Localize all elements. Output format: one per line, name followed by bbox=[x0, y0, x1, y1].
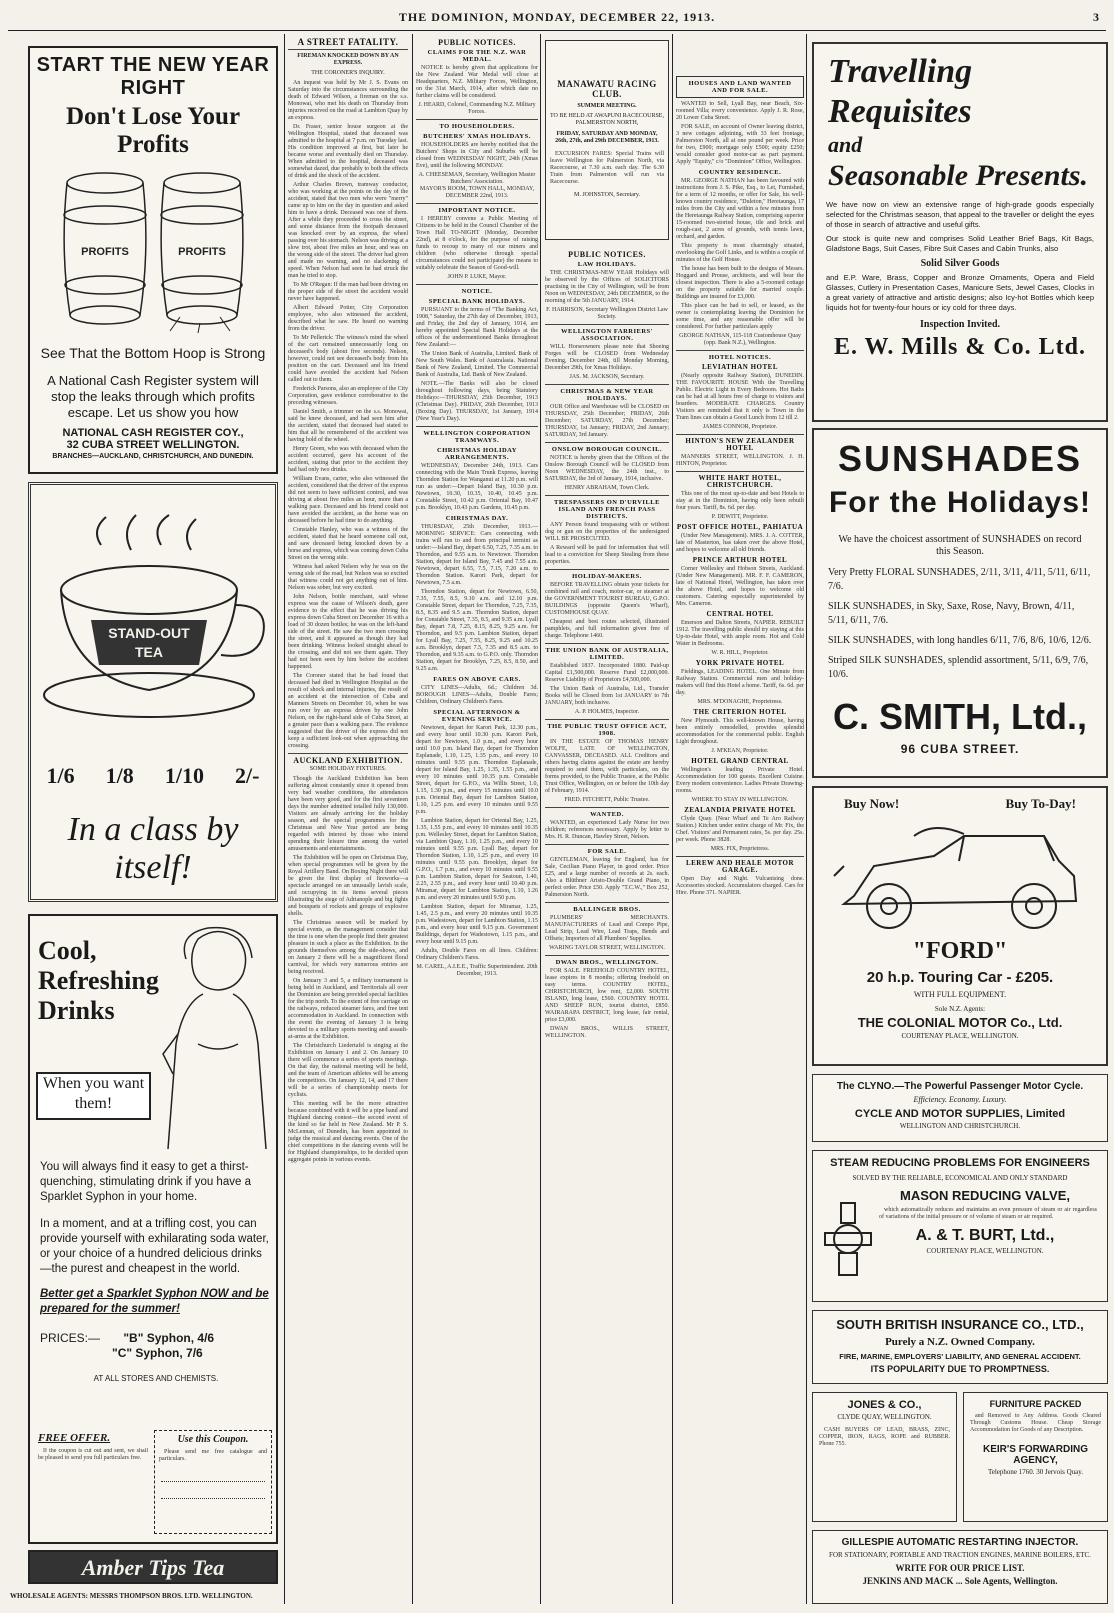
price-b: "B" Syphon, 4/6 bbox=[123, 1331, 215, 1345]
ford-advertisement bbox=[812, 786, 1108, 1066]
tea-price: 1/8 bbox=[105, 763, 134, 788]
ncr-subhead: Don't Lose Your Profits bbox=[65, 103, 241, 158]
sunshades-address: 96 CUBA STREET. bbox=[900, 742, 1020, 756]
notice-title: WANTED. bbox=[590, 811, 624, 818]
barrel-label: PROFITS bbox=[178, 246, 226, 258]
sunshades-sub: For the Holidays! bbox=[828, 486, 1092, 519]
travel-body-3: and E.P. Ware, Brass, Copper and Bronze Ornaments, Opera and Field Glasses, Cutlery in Presentation Cases, Manicure Sets, Jewel Cases, Clocks in a great variety of attractive and artistic designs; also Icy-hot Bottles which keep liquids hot for twenty-four hours or icy cold for three days. bbox=[826, 273, 1094, 312]
public-notices-column: PUBLIC NOTICES. CLAIMS FOR THE N.Z. WAR MEDAL. NOTICE is hereby given that applications for the New Zealand War Medal will close at Headquarters, N.Z. Military Forces, Wellington, on the 31st March, 1914, after which date no further claims will be considered. J. HEARD, Colonel, Commanding N.Z. Military Forces. TO HOUSEHOLDERS. BUTCHERS' XMAS HOLIDAYS. HOUSEHOLDERS are hereby notified that the Butchers' Shops in City and Suburbs will be closed from WEDNESDAY NIGHT, 24th (Xmas Eve), until the following MONDAY. A. CHEESEMAN, Secretary, Wellington Master Butchers' Association. MAYOR'S ROOM, TOWN HALL, MONDAY, DECEMBER 22nd, 1913. IMPORTANT NOTICE. I HEREBY convene a Public Meeting of Citizens to be held in the Council Chamber of the Town Hall TO-NIGHT (Monday, December 22nd), at 8 o'clock, for the purpose of raising funds to recoup to many of our miners and children (who otherwise through special circumstances could not participate) the means to suitably celebrate the Season of Good-will. JOHN P. LUKE, Mayor. NOTICE. SPECIAL BANK HOLIDAYS. PURSUANT to the terms of "The Banking Act, 1908," Saturday, the 27th day of December, 1913, and Friday, the 2nd day of January, 1914, are hereby appointed Special Bank Holidays at the offices of the undermentioned Banks throughout New Zealand:— The Union Bank of Australia, Limited. Bank of New South Wales. Bank of Australasia. National Bank of New Zealand, Limited. The Commercial Bank of Australia, Ltd. Bank of New Zealand. NOTE.—The Banks will also be closed throughout following days, being Statutory Holidays:—THURSDAY, 25th December, 1913 (Christmas Day). FRIDAY, 26th December, 1913 (Boxing Day). THURSDAY, 1st January, 1914 (New Year's Day). WELLINGTON CORPORATION TRAMWAYS. CHRISTMAS HOLIDAY ARRANGEMENTS. WEDNESDAY, December 24th, 1913. Cars connecting with the Main Trunk Express, leaving Thorndon Station for Wanganui at 11.20 p.m. will run as under:—Depart Island Bay, 10.30 p.m. Newtown, 10.30, 10.35, 10.40, 10.45 p.m. Constable Street, 10.42 p.m. Oriental Bay, 10.47 p.m. Brooklyn, 10.43 p.m. Gardens, 10.45 p.m. CHRISTMAS DAY. THURSDAY, 25th December, 1913.—MORNING SERVICE: Cars connecting with trains will run to and from principal termini as under:—Island Bay, depart 6.50, 7.25, 7.35 a.m. to Thorndon, and 9.55 a.m. to Newtown. Thorndon Station, depart for Island Bay, 7.45 and 7.55 a.m. Newtown, depart 6.55, 7.5, 7.15, 7.20 a.m. to Thorndon Station. Karori Park, depart for Newtown, 7.5 a.m. Thorndon Station, depart for Newtown, 6.50, 7.35, 7.55, 8.5, 9.10 a.m. and 12.10 p.m. Constable Street, depart for Thorndon, 7.25, 7.35, 8.5, 8.35 and 9.5 a.m. Thorndon Station, depart for Constable Street, 7.35, 8.5, and 9.35 a.m. Lyall Bay, depart 7.8, 7.25, 8.15, 8.25, 9.25 a.m. for Thorndon, and 9.5 p.m. Lambton Station, depart for Lyall Bay, 7.25, 7.55, 8.25, 9.25 and 10.25 a.m. Brooklyn, depart 7.5, 7.35 and 8.5 a.m. to Thorndon, and 9.35 a.m. to G.P.O. only. Thorndon Station, depart for Brooklyn, 7.25, 8.5, 8.50, and 9.25 a.m. FARES ON ABOVE CARS. CITY LINES—Adults, 6d.; Children 3d. BOROUGH LINES—Adults, Double Fares; Children, Ordinary Children's Fares. SPECIAL AFTERNOON & EVENING SERVICE. Newtown, depart for Karori Park, 12.30 p.m., and every hour until 10.30 p.m. Karori Park, depart for Newtown, 1.0 p.m., and every hour until 10.0 p.m. Island Bay, depart for Thorndon Esplanade, 1.10, 1.25, 1.35 p.m., and every 10 minutes until 9.55 p.m. Thorndon Esplanade, depart for Island Bay, 1.25, 1.35, 1.55 p.m., and every 10 minutes until 10.35 p.m. Constable Street, depart for G.P.O., via Willis Street, 1.0, 1.15, 1.30 p.m., and every 15 minutes until 10.0 p.m. Oriental Bay, depart for Lambton Station, 1.10, 1.25 p.m. and every 10 minutes until 9.55 p.m. Lambton Station, depart for Oriental Bay, 1.25, 1.35, 1.55 p.m., and every 10 minutes until 10.35 p.m. Wellesley Street, depart for Lambton Station, via Lambton Quay, 1.10, 1.25 p.m., and every 10 minutes until 9.55 p.m. Lyall Bay, depart for Thorndon Station, 1.10, 1.25 p.m., and every 10 minutes until 9.55 p.m. Brooklyn, depart for G.P.O., 1.7 p.m., and every 10 minutes until 9.55 p.m. Lambton Station, depart for Seatoun, 1.40, 2.25, 2.55 p.m., and every hour until 10.40 p.m. Miramar, depart for Lambton Station, 1.10, 1.26 p.m. and every 20 minutes until 9.50 p.m. Lambton Station, depart for Miramar, 1.25, 1.45, 2.5 p.m., and every 20 minutes until 10.35 p.m. Wadestown, depart for Lambton Station, 1.15 p.m., and every hour until 9.15 p.m. Government Buildings, depart for Wadestown, 1.15 p.m., and every hour until 9.15 p.m. Adults, Double Fares on all lines. Children: Ordinary Children's Fares. M. CAREL, A.I.E.E., Traffic Superintendent. 20th December, 1913. bbox=[416, 38, 538, 977]
tea-price: 1/10 bbox=[164, 763, 204, 788]
notice-title: ONSLOW BOROUGH COUNCIL. bbox=[551, 446, 663, 453]
auckland-subtitle: SOME HOLIDAY FIXTURES. bbox=[309, 766, 387, 772]
public-notices-column-2: PUBLIC NOTICES. LAW HOLIDAYS. THE CHRISTMAS-NEW YEAR Holidays will be observed by the Offices of SOLICITORS practising in the City of Wellington, will be from Noon on WEDNESDAY, 24th DECEMBER, to the morning of the 5th JANUARY, 1914. F. HARRISON, Secretary Wellington District Law Society. WELLINGTON FARRIERS' ASSOCIATION. WILL Horseowners please note that Shoeing Forges will be CLOSED from Wednesday Evening, December 24th, till Monday Morning, December 29th, for Xmas Holidays. JAS. M. JACKSON, Secretary. CHRISTMAS & NEW YEAR HOLIDAYS. OUR Office and Warehouse will be CLOSED on THURSDAY, 25th December; FRIDAY, 26th December; SATURDAY, 27th December; THURSDAY, 1st January; FRIDAY, 2nd January; SATURDAY, 3rd January. ONSLOW BOROUGH COUNCIL. NOTICE is hereby given that the Offices of the Onslow Borough Council will be CLOSED from Noon WEDNESDAY, the 24th inst., to SATURDAY, the 3rd of January, 1914, inclusive. HENRY ABRAHAM, Town Clerk. TRESPASSERS ON D'URVILLE ISLAND AND FRENCH PASS DISTRICTS. ANY Person found trespassing with or without dog or gun on the properties of the undersigned WILL BE PROSECUTED. A Reward will be paid for information that will lead to a conviction for Sheep Stealing from these properties. HOLIDAY-MAKERS. BEFORE TRAVELLING obtain your tickets for combined rail and coach, motor-car, or steamer at the GOVERNMENT TOURIST BUREAU, G.P.O. BUILDINGS (opposite Queen's Wharf), CUSTOMHOUSE QUAY. Cheapest and best routes selected, illustrated pamphlets, and full information given free of charge. Telephone 1460. THE UNION BANK OF AUSTRALIA, LIMITED. Established 1837. Incorporated 1880. Paid-up Capital £1,500,000. Reserve Fund £2,000,000. Reserve Liability of Proprietors £4,500,000. The Union Bank of Australia, Ltd., Transfer Books will be Closed from 1st JANUARY to 7th JANUARY, both inclusive. A. P. HOLMES, Inspector. THE PUBLIC TRUST OFFICE ACT, 1908. IN THE ESTATE OF THOMAS HENRY WOLFE, LATE OF WELLINGTON, CANVASSER, DECEASED. ALL Creditors and others having claims against the estate are hereby required to send them, with particulars, on the forms provided, to the Public Trustee, at the Public Trust Office, Wellington, on or before the 10th day of February, 1914. FRED. FITCHETT, Public Trustee. WANTED. WANTED, an experienced Lady Nurse for two children; references necessary. Apply by letter to Mrs. H. R. Duncan, Hawley Street, Nelson. FOR SALE. GENTLEMAN, leaving for England, has for Sale, Cecilian Piano Player, in good order. Price £25, and a large number of records at 2s. each. Also a Blüthner Aristo-Double Grand Piano, in perfect order. Price £50. Apply "T.C.W.," Box 252, Palmerston North. BALLINGER BROS. PLUMBERS' MERCHANTS. MANUFACTURERS of Lead and Compo Pipe, Lead Strip, Lead Wire, Lead Traps, Bends and Offsets; Importers of all Plumbers' Supplies. WARING TAYLOR STREET, WELLINGTON. DWAN BROS., WELLINGTON. FOR SALE. FREEHOLD COUNTRY HOTEL, lease expires in 8 months; offering freehold on easy terms. COUNTRY HOTEL, CHRISTCHURCH, low rent, £2,000. SOUTH ISLAND, long lease, £560. COUNTRY HOTEL AND SHEEP RUN, tourist district, £850. WAIRARAPA DISTRICT, long lease, fair rental, price £3,000. DWAN BROS., WILLIS STREET, WELLINGTON. bbox=[545, 250, 669, 1039]
ford-left: Buy Now! bbox=[844, 796, 900, 811]
insurance-promise: ITS POPULARITY DUE TO PROMPTNESS. bbox=[870, 1364, 1050, 1374]
ncr-address: 32 CUBA STREET WELLINGTON. bbox=[66, 439, 240, 451]
notice-title: TRESPASSERS ON D'URVILLE ISLAND AND FRENCH PASS DISTRICTS. bbox=[554, 499, 660, 520]
notice-title: THE UNION BANK OF AUSTRALIA, LIMITED. bbox=[545, 647, 669, 661]
clyno-location: WELLINGTON AND CHRISTCHURCH. bbox=[899, 1122, 1021, 1130]
racing-meeting: SUMMER MEETING. bbox=[577, 103, 637, 109]
houses-heading: HOUSES AND LAND WANTED AND FOR SALE. bbox=[688, 80, 792, 94]
notice-title: SPECIAL BANK HOLIDAYS. bbox=[428, 298, 526, 305]
valve-address: COURTENAY PLACE, WELLINGTON. bbox=[926, 1247, 1044, 1255]
valve-product: MASON REDUCING VALVE, bbox=[900, 1188, 1070, 1203]
sunshades-intro: We have the choicest assortment of SUNSHADES on record this Season. bbox=[838, 534, 1082, 557]
svg-text:STAND-OUT: STAND-OUT bbox=[108, 625, 190, 641]
ford-right: Buy To-Day! bbox=[1005, 796, 1076, 811]
hotel-name: HOTEL GRAND CENTRAL bbox=[691, 757, 789, 765]
notice-title: CLAIMS FOR THE N.Z. WAR MEDAL. bbox=[427, 49, 527, 63]
column-rule bbox=[806, 34, 807, 1604]
notice-title: FARES ON ABOVE CARS. bbox=[433, 676, 521, 683]
country-residence-heading: COUNTRY RESIDENCE. bbox=[698, 169, 782, 176]
travel-advertisement bbox=[812, 42, 1108, 422]
masthead-rule bbox=[8, 30, 1106, 31]
amber-agents: WHOLESALE AGENTS: MESSRS THOMPSON BROS. LTD. WELLINGTON. bbox=[10, 1592, 253, 1600]
price-c: "C" Syphon, 7/6 bbox=[112, 1346, 203, 1360]
hotel-name: THE CRITERION HOTEL bbox=[693, 708, 787, 716]
hotel-name: WHITE HART HOTEL, CHRISTCHURCH. bbox=[698, 474, 782, 489]
clyno-tag: Efficiency. Economy. Luxury. bbox=[913, 1095, 1007, 1104]
sunshades-headline: SUNSHADES bbox=[837, 438, 1083, 479]
travel-title-1: Travelling bbox=[828, 53, 973, 90]
injector-advertisement bbox=[812, 1530, 1108, 1604]
notice-title: CHRISTMAS HOLIDAY ARRANGEMENTS. bbox=[437, 447, 517, 461]
travel-silver: Solid Silver Goods bbox=[920, 258, 1000, 269]
notice-title: HOLIDAY-MAKERS. bbox=[572, 573, 642, 580]
insurance-company: SOUTH BRITISH INSURANCE CO., LTD., bbox=[836, 1317, 1084, 1332]
notice-title: CHRISTMAS & NEW YEAR HOLIDAYS. bbox=[560, 388, 654, 402]
sparklet-prices bbox=[40, 1331, 272, 1361]
prices-label: PRICES:— bbox=[40, 1331, 101, 1345]
notice-title: WELLINGTON CORPORATION TRAMWAYS. bbox=[423, 430, 531, 444]
houses-hotels-column: HOUSES AND LAND WANTED AND FOR SALE. WANTED to Sell, Lyall Bay, near Beach, Six-roomed Villa; every convenience. Apply J. R. Rose, 20 Lower Cuba Street. FOR SALE, on account of Owner leaving district, 3 new cottages adjoining, with 33 feet frontage, Palmerston North, all at one pound per week. Price for two, £900; mortgage only £500; equity £250; would consider good motor-car as part payment. Apply "Equity," c/o "Dominion" Office, Wellington. COUNTRY RESIDENCE. MR. GEORGE NATHAN has been favoured with instructions from J. S. Pike, Esq., to Let, Furnished, for a term of 12 months, or offer for Sale, his well-known country residence, "Duleton," Heretaunga, 17 miles from the City and within a few minutes from the Heretaunga Railway Station, comprising superior 15-roomed two-storied house, tile and brick and rough-cast, 2 acres of grounds, with tennis lawn, orchard, and garden. This property is most charmingly situated, overlooking the Golf Links, and is within a couple of minutes of the Golf House. The house has been built to the designs of Messrs. Hoggard and Prouse, architects, and will bear the closest inspection. There is also a 5-roomed cottage on the property suitable for married couple. Buildings are insured for £3,000. This place can be had to sell, or leased, as the owner is contemplating leaving the Dominion for some time, and any reasonable offer will be considered. For further particulars apply GEORGE NATHAN, 115-118 Customhouse Quay (opp. Bank N.Z.), Wellington. HOTEL NOTICES. LEVIATHAN HOTEL (Nearly opposite Railway Station), DUNEDIN. THE FAVOURITE HOUSE With the Travelling Public. Electric Light in Every Bedroom. Hot Baths can be had at all hours free of charge to visitors and boarders. MODERATE CHARGES. Country Visitors are reminded that it only is Town in the Tram lines can obtain a Good Lunch from 12 till 2. JAMES CONNOR, Proprietor. HINTON'S NEW ZEALANDER HOTEL MANNERS STREET, WELLINGTON. J. H. HINTON, Proprietor. WHITE HART HOTEL, CHRISTCHURCH. This one of the most up-to-date and best Hotels to stay at in the Dominion, having only been rebuilt four years. Tariff, 8s. 6d. per day. P. DEWITT, Proprietor. POST OFFICE HOTEL, PAHIATUA (Under New Management). MRS. J. A. COTTER, late of Masterton, has taken over the above Hotel, and hopes to welcome all old friends. PRINCE ARTHUR HOTEL Corner Wellesley and Hobson Streets, Auckland. (Under New Management). MR. F. F. CAMERON, late of National Hotel, Wellington, has taken over the above Hotel, and hopes to welcome old customers. Catering especially superintended by Mrs. Cameron. CENTRAL HOTEL Emerson and Dalton Streets, NAPIER. REBUILT 1912. The travelling public should try staying at this Up-to-date Hotel, with ample room. Hot and Cold Water in Bedrooms. W. R. HILL, Proprietor. YORK PRIVATE HOTEL Fieldings, LEADING HOTEL. One Minute from Railway Station. Commercial men and holiday-makers will find this Hotel a home. Tariff, 6s. 6d. per day. MRS. M'DONAGHE, Proprietress. THE CRITERION HOTEL New Plymouth. This well-known House, having been entirely remodelled, provides splendid accommodation for the commercial public. English Light throughout. J. M'KEAN, Proprietor. HOTEL GRAND CENTRAL Wellington's leading Private Hotel. Accommodation for 100 guests. Excellent Cuisine. Every modern convenience. Ladies Private Drawing-rooms. WHERE TO STAY IN WELLINGTON. ZEALANDIA PRIVATE HOTEL Clyde Quay. (Near Wharf and Te Aro Railway Station.) Kitchen under entire charge of Mr. Fix, the Chef. Visitors' and Permanent rates, 5s. per day. 25s. per week. Phone 3828. MRS. FIX, Proprietress. LEREW AND HEALE MOTOR GARAGE. Open Day and Night. Vulcanising done. Accessories stocked. Accumulators charged. Cars for Hire. Phone 371. NAPIER. bbox=[676, 36, 804, 1604]
woman-illustration bbox=[158, 924, 273, 1154]
valve-title: STEAM REDUCING PROBLEMS FOR ENGINEERS bbox=[830, 1157, 1090, 1169]
notice-title: BUTCHERS' XMAS HOLIDAYS. bbox=[423, 133, 531, 140]
public-notices-heading-2: PUBLIC NOTICES. bbox=[568, 250, 646, 259]
amber-tips-advertisement bbox=[28, 1550, 278, 1584]
injector-company: JENKINS AND MACK ... Sole Agents, Wellington. bbox=[862, 1576, 1058, 1586]
travel-and: and bbox=[828, 132, 863, 157]
sunshades-line: SILK SUNSHADES, in Sky, Saxe, Rose, Navy, Brown, 4/11, 5/11, 6/11, 7/6. bbox=[828, 601, 1075, 626]
valve-agents: A. & T. BURT, Ltd., bbox=[915, 1227, 1055, 1244]
jones-advertisement: JONES & CO., CLYDE QUAY, WELLINGTON. CASH BUYERS OF LEAD, BRASS, ZINC, COPPER, IRON, RAGS, ROPE and RUBBER. Phone 755. bbox=[812, 1392, 957, 1522]
injector-sub: FOR STATIONARY, PORTABLE AND TRACTION ENGINES, MARINE BOILERS, ETC. bbox=[829, 1551, 1091, 1559]
travel-inspection: Inspection Invited. bbox=[919, 319, 1000, 330]
car-illustration bbox=[814, 816, 1106, 936]
valve-illustration bbox=[823, 1199, 873, 1279]
sunshades-line: SILK SUNSHADES, with long handles 6/11, 7/6, 8/6, 10/6, 12/6. bbox=[828, 635, 1092, 646]
column-rule bbox=[284, 34, 285, 1604]
ncr-branches: BRANCHES—AUCKLAND, CHRISTCHURCH, AND DUNEDIN. bbox=[52, 453, 254, 460]
travel-title-2: Requisites bbox=[828, 93, 972, 130]
sunshades-company: C. SMITH, Ltd., bbox=[833, 696, 1087, 737]
keir-advertisement: FURNITURE PACKED and Removed to Any Address. Goods Cleared Through Customs House. Cheap Storage Accommodation for Goods of any Description. KEIR'S FORWARDING AGENCY, Telephone 1760. 30 Jervois Quay. bbox=[963, 1392, 1108, 1522]
svg-text:TEA: TEA bbox=[135, 644, 163, 660]
racing-venue: TO BE HELD AT AWAPUNI RACECOURSE, PALMERSTON NORTH, bbox=[550, 113, 664, 126]
sunshades-line: Striped SILK SUNSHADES, splendid assortment, 5/11, 6/9, 7/6, 10/6. bbox=[828, 655, 1089, 680]
injector-title: GILLESPIE AUTOMATIC RESTARTING INJECTOR. bbox=[841, 1537, 1079, 1548]
ncr-headline: START THE NEW YEAR RIGHT bbox=[36, 54, 270, 99]
notice-title: DWAN BROS., WELLINGTON. bbox=[555, 959, 659, 966]
sparklet-body-1: You will always find it easy to get a thirst-quenching, stimulating drink if you have a Sparklet Syphon in your home. bbox=[40, 1161, 251, 1203]
ford-address: COURTENAY PLACE, WELLINGTON. bbox=[901, 1032, 1019, 1040]
column-rule bbox=[672, 34, 673, 1604]
coupon-title: Use this Coupon. bbox=[177, 1434, 249, 1445]
hotel-name: LEVIATHAN HOTEL bbox=[701, 363, 779, 371]
auckland-title: AUCKLAND EXHIBITION. bbox=[293, 756, 403, 765]
barrel-label: PROFITS bbox=[81, 246, 129, 258]
ford-banner bbox=[844, 796, 1076, 812]
ford-company: THE COLONIAL MOTOR Co., Ltd. bbox=[857, 1015, 1063, 1030]
notice-title: WELLINGTON FARRIERS' ASSOCIATION. bbox=[561, 328, 653, 342]
clyno-supplies: CYCLE AND MOTOR SUPPLIES, Limited bbox=[854, 1108, 1066, 1120]
coupon-name-line[interactable] bbox=[161, 1473, 265, 1482]
fatality-section: THE CORONER'S INQUIRY. bbox=[311, 70, 385, 76]
racing-dates: FRIDAY, SATURDAY AND MONDAY, 26th, 27th, and 29th DECEMBER, 1913. bbox=[555, 131, 659, 144]
ford-spec: 20 h.p. Touring Car - £205. bbox=[866, 969, 1054, 986]
valve-sub: SOLVED BY THE RELIABLE, ECONOMICAL AND ONLY STANDARD bbox=[852, 1174, 1068, 1182]
tea-prices bbox=[31, 763, 275, 789]
sunshades-line: Very Pretty FLORAL SUNSHADES, 2/11, 3/11, 4/11, 5/11, 6/11, 7/6. bbox=[828, 567, 1091, 592]
travel-title-3: Seasonable Presents. bbox=[828, 159, 1089, 192]
travel-company: E. W. Mills & Co. Ltd. bbox=[833, 334, 1087, 360]
hotels-heading: HOTEL NOTICES. bbox=[708, 354, 772, 361]
sparklet-body-2: In a moment, and at a trifling cost, you can provide yourself with exhilarating soda water, or your choice of a hundred delicious drinks—the purest and cheapest in the world. bbox=[40, 1218, 269, 1275]
insurance-advertisement bbox=[812, 1310, 1108, 1384]
notice-title: NOTICE. bbox=[461, 288, 493, 295]
ncr-company: NATIONAL CASH REGISTER COY., bbox=[62, 427, 244, 439]
notice-title: IMPORTANT NOTICE. bbox=[438, 207, 516, 214]
ford-equip: WITH FULL EQUIPMENT. bbox=[913, 990, 1007, 999]
valve-advertisement: STEAM REDUCING PROBLEMS FOR ENGINEERS SOLVED BY THE RELIABLE, ECONOMICAL AND ONLY STANDARD MASON REDUCING VALVE, which automatically reduces and maintains an even pressure of steam or air regardless of variations of the initial pressure or of volume of steam or air required. A. & T. BURT, Ltd., COURTENAY PLACE, WELLINGTON. bbox=[812, 1150, 1108, 1302]
keir-name: KEIR'S FORWARDING AGENCY, bbox=[983, 1444, 1088, 1466]
sparklet-headline: Cool, Refreshing Drinks bbox=[38, 936, 159, 1025]
sparklet-callout: When you want them! bbox=[36, 1072, 151, 1120]
notice-title: BALLINGER BROS. bbox=[573, 906, 641, 913]
jones-address: CLYDE QUAY, WELLINGTON. bbox=[837, 1413, 932, 1421]
teacup-illustration bbox=[31, 505, 275, 755]
hotel-name: HINTON'S NEW ZEALANDER HOTEL bbox=[685, 437, 795, 452]
amber-brand: Amber Tips Tea bbox=[81, 1555, 225, 1580]
hotel-name: POST OFFICE HOTEL, PAHIATUA bbox=[676, 523, 804, 531]
news-column: A STREET FATALITY. FIREMAN KNOCKED DOWN BY AN EXPRESS. THE CORONER'S INQUIRY. An inquest was held by Mr J. S. Evans on Saturday into the circumstances surrounding the death of Edward Wilson, a fireman on the s.s. Monowai, who met his death on Thursday from injuries received on the road at Lambton Quay by an express. Dr. Fraser, senior house surgeon at the Wellington Hospital, stated that deceased was admitted to the hospital at 7 p.m. on Tuesday last. His condition improved at first, but later he became worse and eventually died on Thursday. When admitted to the hospital, deceased was somewhat dazed, due probably to both the effects of drink and the shock of the accident. Arthur Charles Brown, tramway conductor, who was working at the points on the day of the accident, stated that two men who were "merry" came up to him on the day in question and asked him to have a drink. Deceased was one of them. After a while they proceeded to cross the street, and some distance from the footpath deceased was knocked over by an express, the wheel passing over his stomach. Nelson was driving at a slow trot, about five miles an hour, and was on the wrong side of the street. The driver had given and made no warning, and no slackening of speed. When Nelson had seen he had struck the man he tried to stop. To Mr O'Regan: If the man had been driving on the proper side of the street the accident would never have happened. Albert Edward Potter, City Corporation employee, who also witnessed the accident, described what he saw. He heard no warning from the driver. To Mr Pellerick: The witness's mind the wheel of the cart remained unnecessarily long on deceased's body (about five seconds). Nelson, however, could not see deceased's body from his position on the cart. Deceased and his friend could have avoided the accident had Nelson called out to them. Frederick Parsons, also an employee of the City Corporation, gave evidence corroborative to the preceding witnesses. Daniel Smith, a trimmer on the s.s. Monowai, said he knew deceased, and had seen him after the accident, stated that deceased had stated to him that all he remembered of the accident was having hold of the wheel. Henry Green, who was with deceased when the accident occurred, gave his account of the accident, stating that prior to the accident they had had only two drinks. William Evans, carter, who also witnessed the accident, considered that the driver of the express did not seem to have sufficient control, and was driving at about five miles an hour, more than a walking pace. Deceased and his friend could not have avoided the accident, as the horse was on deceased before he had time to do anything. Constable Hanley, who was a witness of the accident, stated that he heard someone call out, and saw deceased being knocked down by a horse and express, which was coming down Cuba Street on the wrong side. Witness had asked Nelson why he was on the wrong side of the road, but Nelson was so excited that witness could not get anything out of him. Nelson was sober, but very excited. John Nelson, bottle merchant, said whose express was the cause of Wilson's death, gave evidence to the effect that he was driving his express down Cuba Street on December 16 with a load of 30 dozen bottles; he was on the left-hand side of the street. He saw the two men crossing the street, and it appeared as though they had been drinking. Witness looked straight ahead to the crossing, and did not see them again. They had not been seen by him before the accident happened. The Coroner stated that he had found that deceased had died in Wellington Hospital as the result of shock and internal injuries, the result of an accident at the intersection of Cuba and Manners Streets on December 16, when he was run over by an express driven by one John Nelson, on the right-hand side of Cuba Street, at a greater pace than a walking pace. The evidence suggested that the driver of the express did not keep a sufficient look-out when approaching the crossing. AUCKLAND EXHIBITION. SOME HOLIDAY FIXTURES. Though the Auckland Exhibition has been suffering almost constantly since it opened from very bad weather conditions, the attendances have been very good, and for the first seventeen days the number admitted totalled fully 130,000. Visitors are already arriving for the holiday season, and the special programmes for the Christmas and New Year period are being regarded with interest by those who intend spending their leisure time among the varied amusements and entertainments. The Exhibition will be open on Christmas Day, when special programmes will be given by the Royal Artillery Band. On Boxing Night there will be given the first display of fireworks—a spectacle arranged on an unusually lavish scale, and occupying in its items several pieces illustrating the siege of Adrianople and big fights and bouquets of rockets and groups of explosive shells. The Christmas season will be marked by special events, as the management consider that the time is one when the people find their greatest pleasure in such a place as the Exhibition. In the grounds themselves among the side-shows, and on January 2 there will be a magnificent floral carnival, for which very numerous entries are being received. On January 3 and 5, a military tournament is being held in Auckland, and Territorials all over the Dominion are being provided special facilities for the trip north. To the extent of free carriage on the railways, reduced steamer fares, and free tent accommodation in Auckland. In connection with the event the evening of January 3 is being devoted to a military sports meeting and assault-at-arms at the Exhibition. The Christchurch Liedertafel is singing at the Exhibition on January 1 and 2. On January 10 there will commence a series of sports meetings. On that day, the national meeting will be held, and the team of American athletes will be among the competitors. On January 12, 14, and 17 there will be a series of championship meets for cyclists. This meeting will be the more attractive because combined with it will be a pipe band and Highland dancing contest—the second event of the kind so far held in New Zealand. Mr P. S. McLennan, of Dunedin, has been appointed to judge the musical and dancing events. One of the chief competitions in the dancing events will be for Highland championships, to be decided upon aggregate points in various events. bbox=[288, 37, 408, 1163]
insurance-lines: FIRE, MARINE, EMPLOYERS' LIABILITY, AND GENERAL ACCIDENT. bbox=[839, 1352, 1081, 1361]
public-notices-heading: PUBLIC NOTICES. bbox=[438, 38, 516, 47]
barrels-illustration bbox=[30, 165, 276, 335]
sparklet-body bbox=[40, 1160, 272, 1386]
tea-advertisement bbox=[28, 482, 278, 902]
notice-title: FOR SALE. bbox=[587, 848, 627, 855]
racing-club: MANAWATU RACING CLUB. bbox=[557, 79, 657, 99]
jones-name: JONES & CO., bbox=[847, 1399, 922, 1411]
travel-body: We have now on view an extensive range of high-grade goods especially selected for the Christmas season, that appeal to the traveller or delight the eyes of those in search of attractive and useful gifts. bbox=[826, 200, 1094, 229]
ford-model: "FORD" bbox=[912, 938, 1008, 964]
notice-title: LAW HOLIDAYS. bbox=[577, 261, 637, 268]
insurance-tag: Purely a N.Z. Owned Company. bbox=[885, 1336, 1035, 1348]
column-rule bbox=[412, 34, 413, 1604]
ford-agents-label: Sole N.Z. Agents: bbox=[934, 1005, 986, 1013]
free-offer: FREE OFFER. bbox=[38, 1432, 111, 1444]
sparklet-tagline: Better get a Sparklet Syphon NOW and be prepared for the summer! bbox=[40, 1288, 269, 1315]
clyno-headline: The CLYNO.—The Powerful Passenger Motor Cycle. bbox=[836, 1081, 1084, 1092]
sparklet-advertisement bbox=[28, 914, 278, 1544]
column-rule bbox=[540, 34, 541, 1604]
ncr-body: A National Cash Register system will stop the leaks through which profits escape. Let us show you how bbox=[47, 373, 259, 420]
hotel-name: PRINCE ARTHUR HOTEL bbox=[692, 556, 788, 564]
clyno-advertisement bbox=[812, 1074, 1108, 1142]
travel-body-2: Our stock is quite new and comprises Solid Leather Brief Bags, Kit Bags, Gladstone Bags, Suit Cases, Fibre Suit Cases and Cabin Trunks, also bbox=[826, 234, 1094, 253]
hotel-name: CENTRAL HOTEL bbox=[706, 610, 774, 618]
sunshades-advertisement bbox=[812, 428, 1108, 778]
notice-title: CHRISTMAS DAY. bbox=[445, 515, 509, 522]
injector-list: WRITE FOR OUR PRICE LIST. bbox=[895, 1563, 1025, 1573]
fatality-subtitle: FIREMAN KNOCKED DOWN BY AN EXPRESS. bbox=[297, 53, 399, 66]
page-number: 3 bbox=[1093, 10, 1100, 24]
hotel-name: ZEALANDIA PRIVATE HOTEL bbox=[684, 806, 796, 814]
masthead bbox=[0, 4, 1114, 30]
offer-text: If the coupon is cut out and sent, we shall be pleased to send you full particulars free. bbox=[38, 1448, 148, 1461]
tea-slogan: In a class by itself! bbox=[67, 811, 239, 886]
racing-advertisement: MANAWATU RACING CLUB. SUMMER MEETING. TO BE HELD AT AWAPUNI RACECOURSE, PALMERSTON NORTH, FRIDAY, SATURDAY AND MONDAY, 26th, 27th, and 29th DECEMBER, 1913. EXCURSION FARES: Special Trains will leave Wellington for Palmerston North, via Racecourse, at 7.30 a.m. each day. The 6.30 Train from Palmerston will run via Racecourse. M. JOHNSTON, Secretary. bbox=[545, 40, 669, 240]
notice-title: TO HOUSEHOLDERS. bbox=[439, 123, 515, 130]
ncr-advertisement bbox=[28, 46, 278, 474]
sparklet-stockists: AT ALL STORES AND CHEMISTS. bbox=[93, 1374, 219, 1383]
keir-phone: Telephone 1760. 30 Jervois Quay. bbox=[987, 1468, 1084, 1476]
hotel-name: YORK PRIVATE HOTEL bbox=[695, 659, 785, 667]
keir-title: FURNITURE PACKED bbox=[989, 1399, 1082, 1409]
notice-title: SPECIAL AFTERNOON & EVENING SERVICE. bbox=[433, 709, 521, 723]
masthead-title: THE DOMINION, MONDAY, DECEMBER 22, 1913. bbox=[398, 10, 716, 24]
coupon-box[interactable]: Use this Coupon. Please send me free catalogue and particulars. bbox=[154, 1430, 272, 1534]
ncr-caption: See That the Bottom Hoop is Strong bbox=[40, 345, 266, 361]
coupon-address-line[interactable] bbox=[161, 1490, 265, 1499]
tea-price: 1/6 bbox=[46, 763, 75, 788]
hotel-name: LEREW AND HEALE MOTOR GARAGE. bbox=[685, 859, 795, 874]
notice-title: THE PUBLIC TRUST OFFICE ACT, 1908. bbox=[547, 723, 667, 737]
tea-price: 2/- bbox=[234, 763, 260, 788]
fatality-title: A STREET FATALITY. bbox=[297, 37, 399, 47]
